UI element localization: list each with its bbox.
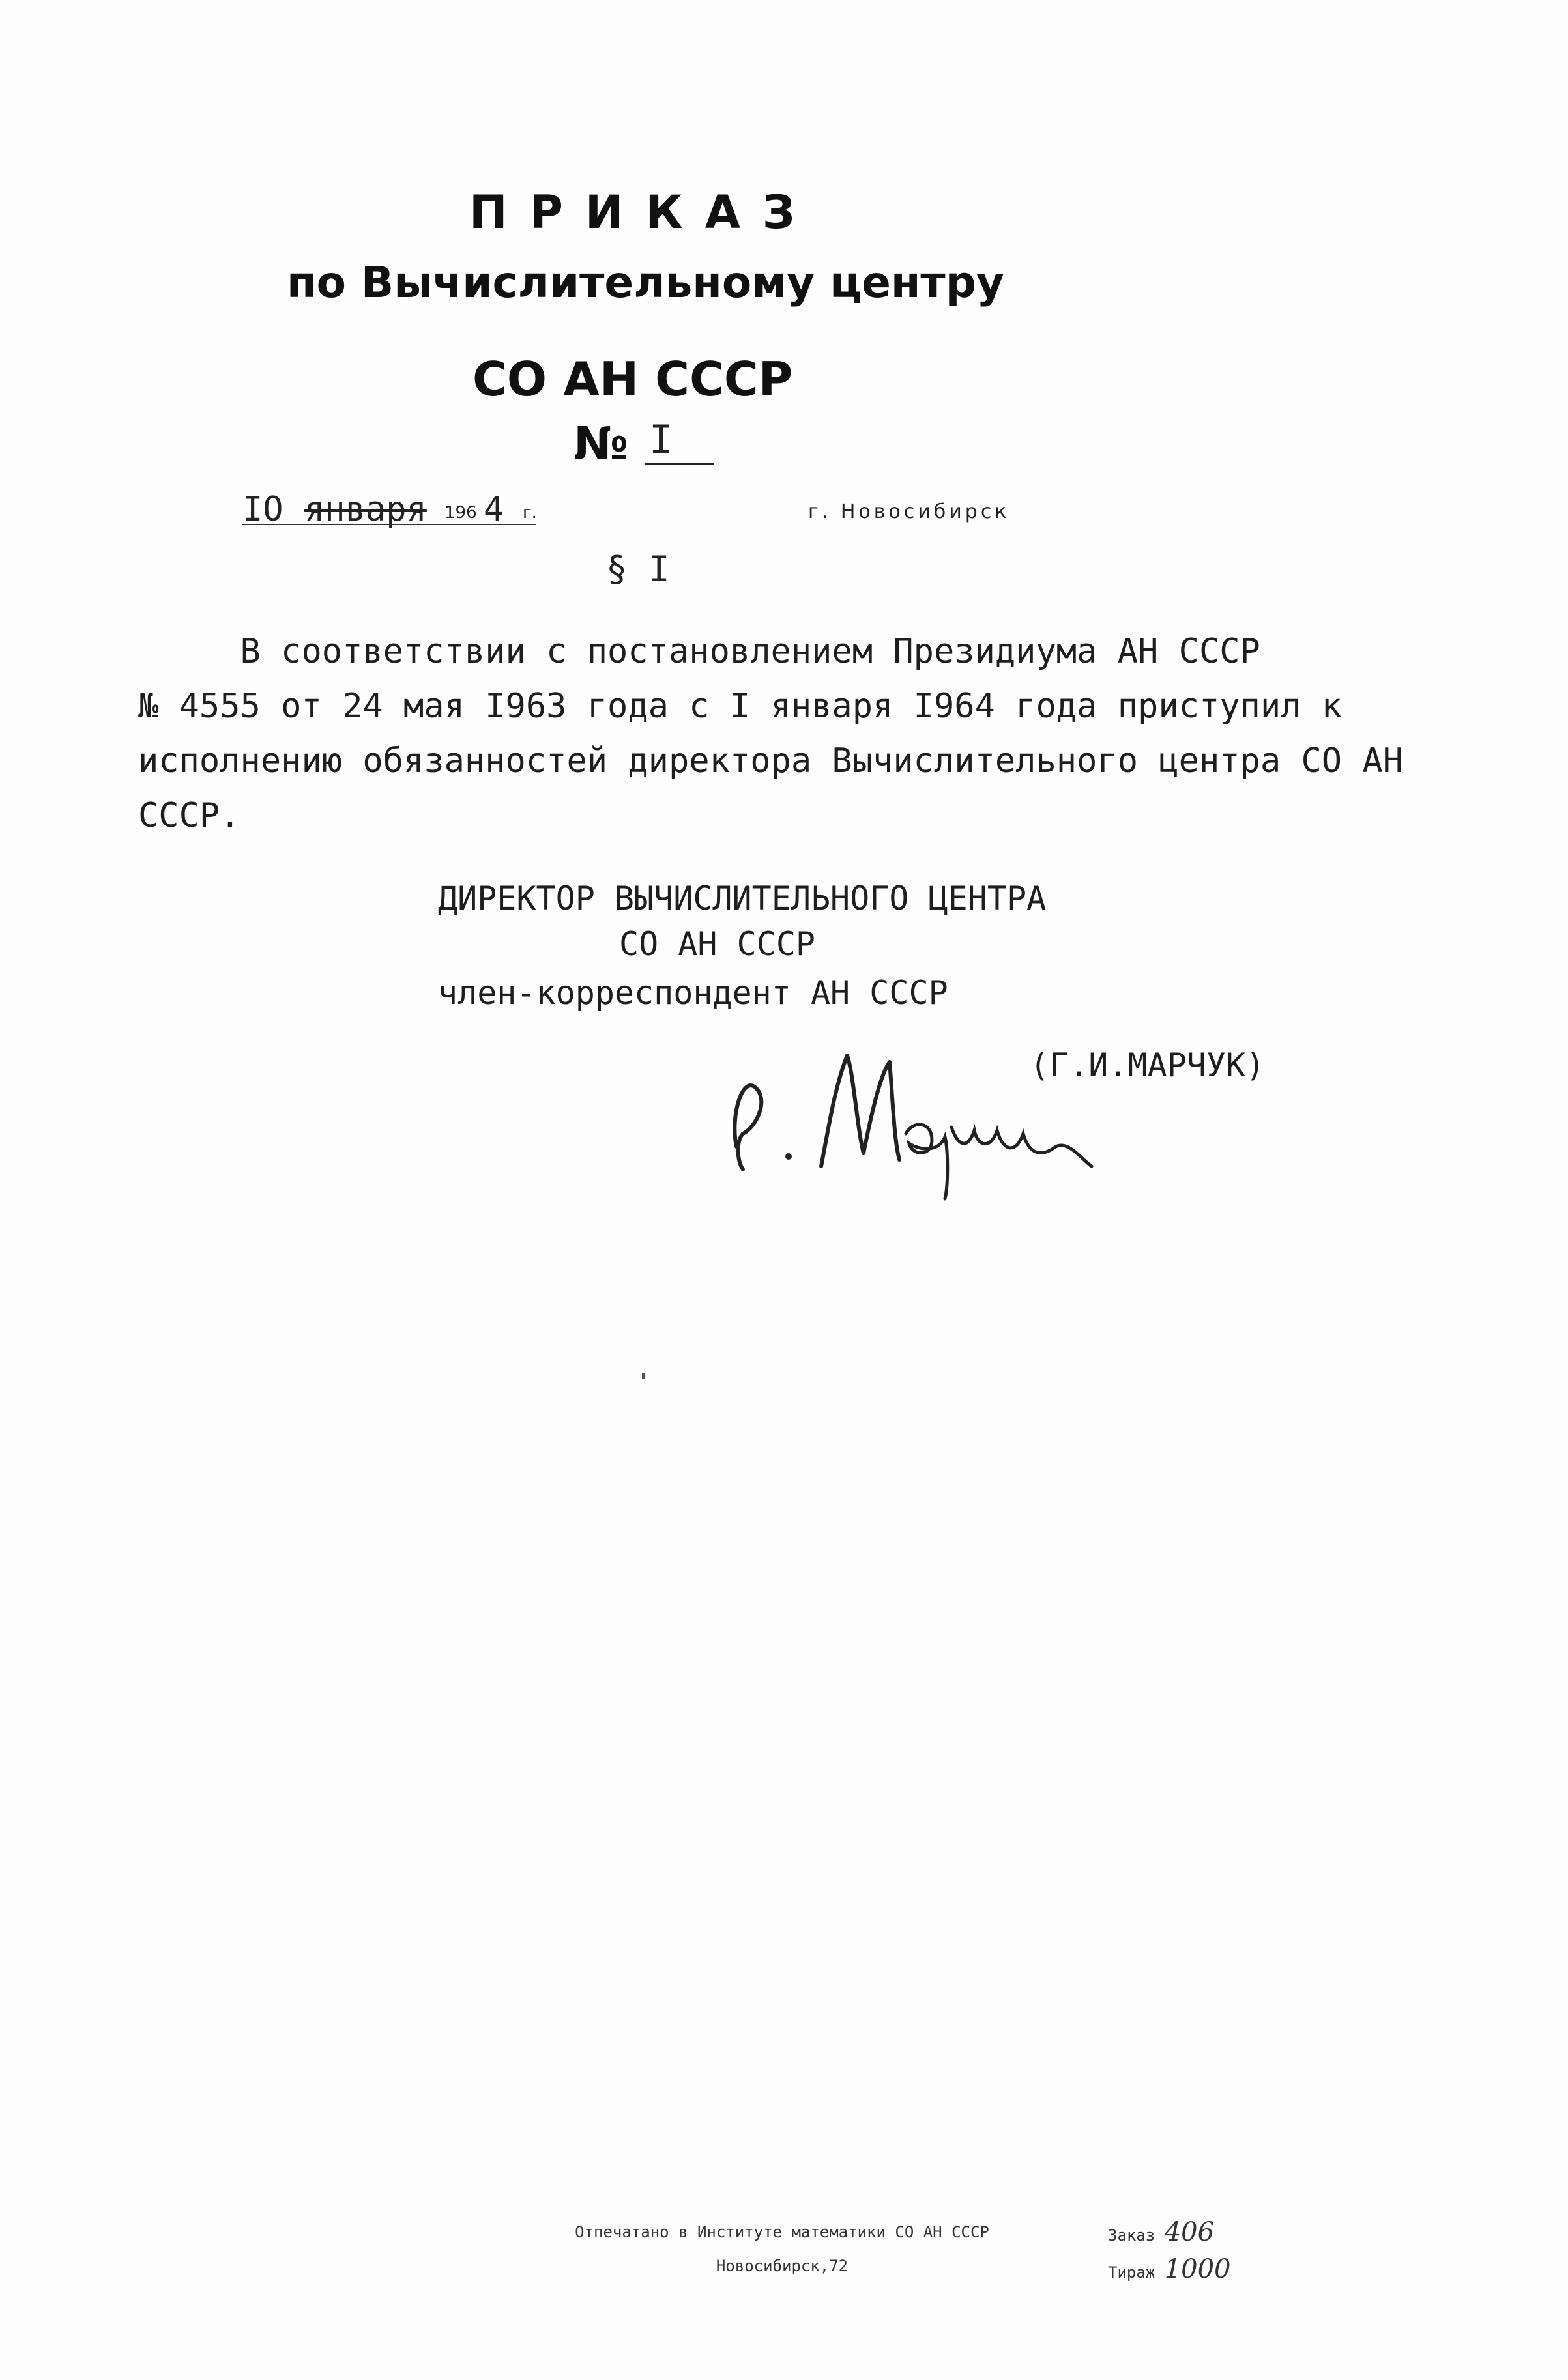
footer-print-info xyxy=(554,2215,1010,2283)
document-title: ПРИКАЗ xyxy=(469,186,817,239)
footer-circulation-label: Тираж xyxy=(1108,2263,1155,2282)
footer-order-value: 406 xyxy=(1164,2217,1215,2247)
footer-order-row xyxy=(1108,2215,1303,2252)
paragraph-mark: § I xyxy=(606,549,670,590)
body-line: В соответствии с постановлением Президиума АН СССР xyxy=(138,632,1260,671)
date-year-suffix: г. xyxy=(523,503,537,523)
signatory-name: (Г.И.МАРЧУК) xyxy=(1030,1046,1266,1084)
footer-circulation-value: 1000 xyxy=(1164,2254,1231,2284)
signatory-rank: член-корреспондент АН СССР xyxy=(438,974,948,1012)
document-organization: СО АН СССР xyxy=(472,352,793,407)
footer-print-line: Отпечатано в Институте математики СО АН СССР xyxy=(575,2223,989,2241)
document-subtitle: по Вычислительному центру xyxy=(287,257,1004,308)
date-line xyxy=(242,490,542,529)
print-speck xyxy=(642,1373,645,1379)
signatory-title: ДИРЕКТОР ВЫЧИСЛИТЕЛЬНОГО ЦЕНТРА xyxy=(438,880,1047,917)
date-underline xyxy=(242,524,536,525)
date-year-prefix: 196 xyxy=(444,503,477,523)
body-line: исполнению обязанностей директора Вычислительного центра СО АН xyxy=(138,741,1404,781)
body-line: СССР. xyxy=(138,796,240,835)
footer-order-label: Заказ xyxy=(1108,2226,1155,2244)
date-year-digit: 4 xyxy=(484,490,504,529)
city: г. Новосибирск xyxy=(808,500,1010,523)
footer-print-city: Новосибирск,72 xyxy=(716,2257,849,2275)
date-month: января xyxy=(304,490,427,529)
order-number-value: I xyxy=(645,417,714,465)
handwritten-signature xyxy=(717,1036,1095,1205)
body-line: № 4555 от 24 мая I963 года с I января I964 года приступил к xyxy=(138,687,1343,726)
order-number-label: № xyxy=(573,417,629,470)
footer-order-info xyxy=(1108,2215,1303,2289)
body-text xyxy=(138,624,1442,843)
signatory-organization: СО АН СССР xyxy=(619,925,816,963)
footer-circulation-row xyxy=(1108,2252,1303,2289)
date-day: IO xyxy=(242,490,283,529)
